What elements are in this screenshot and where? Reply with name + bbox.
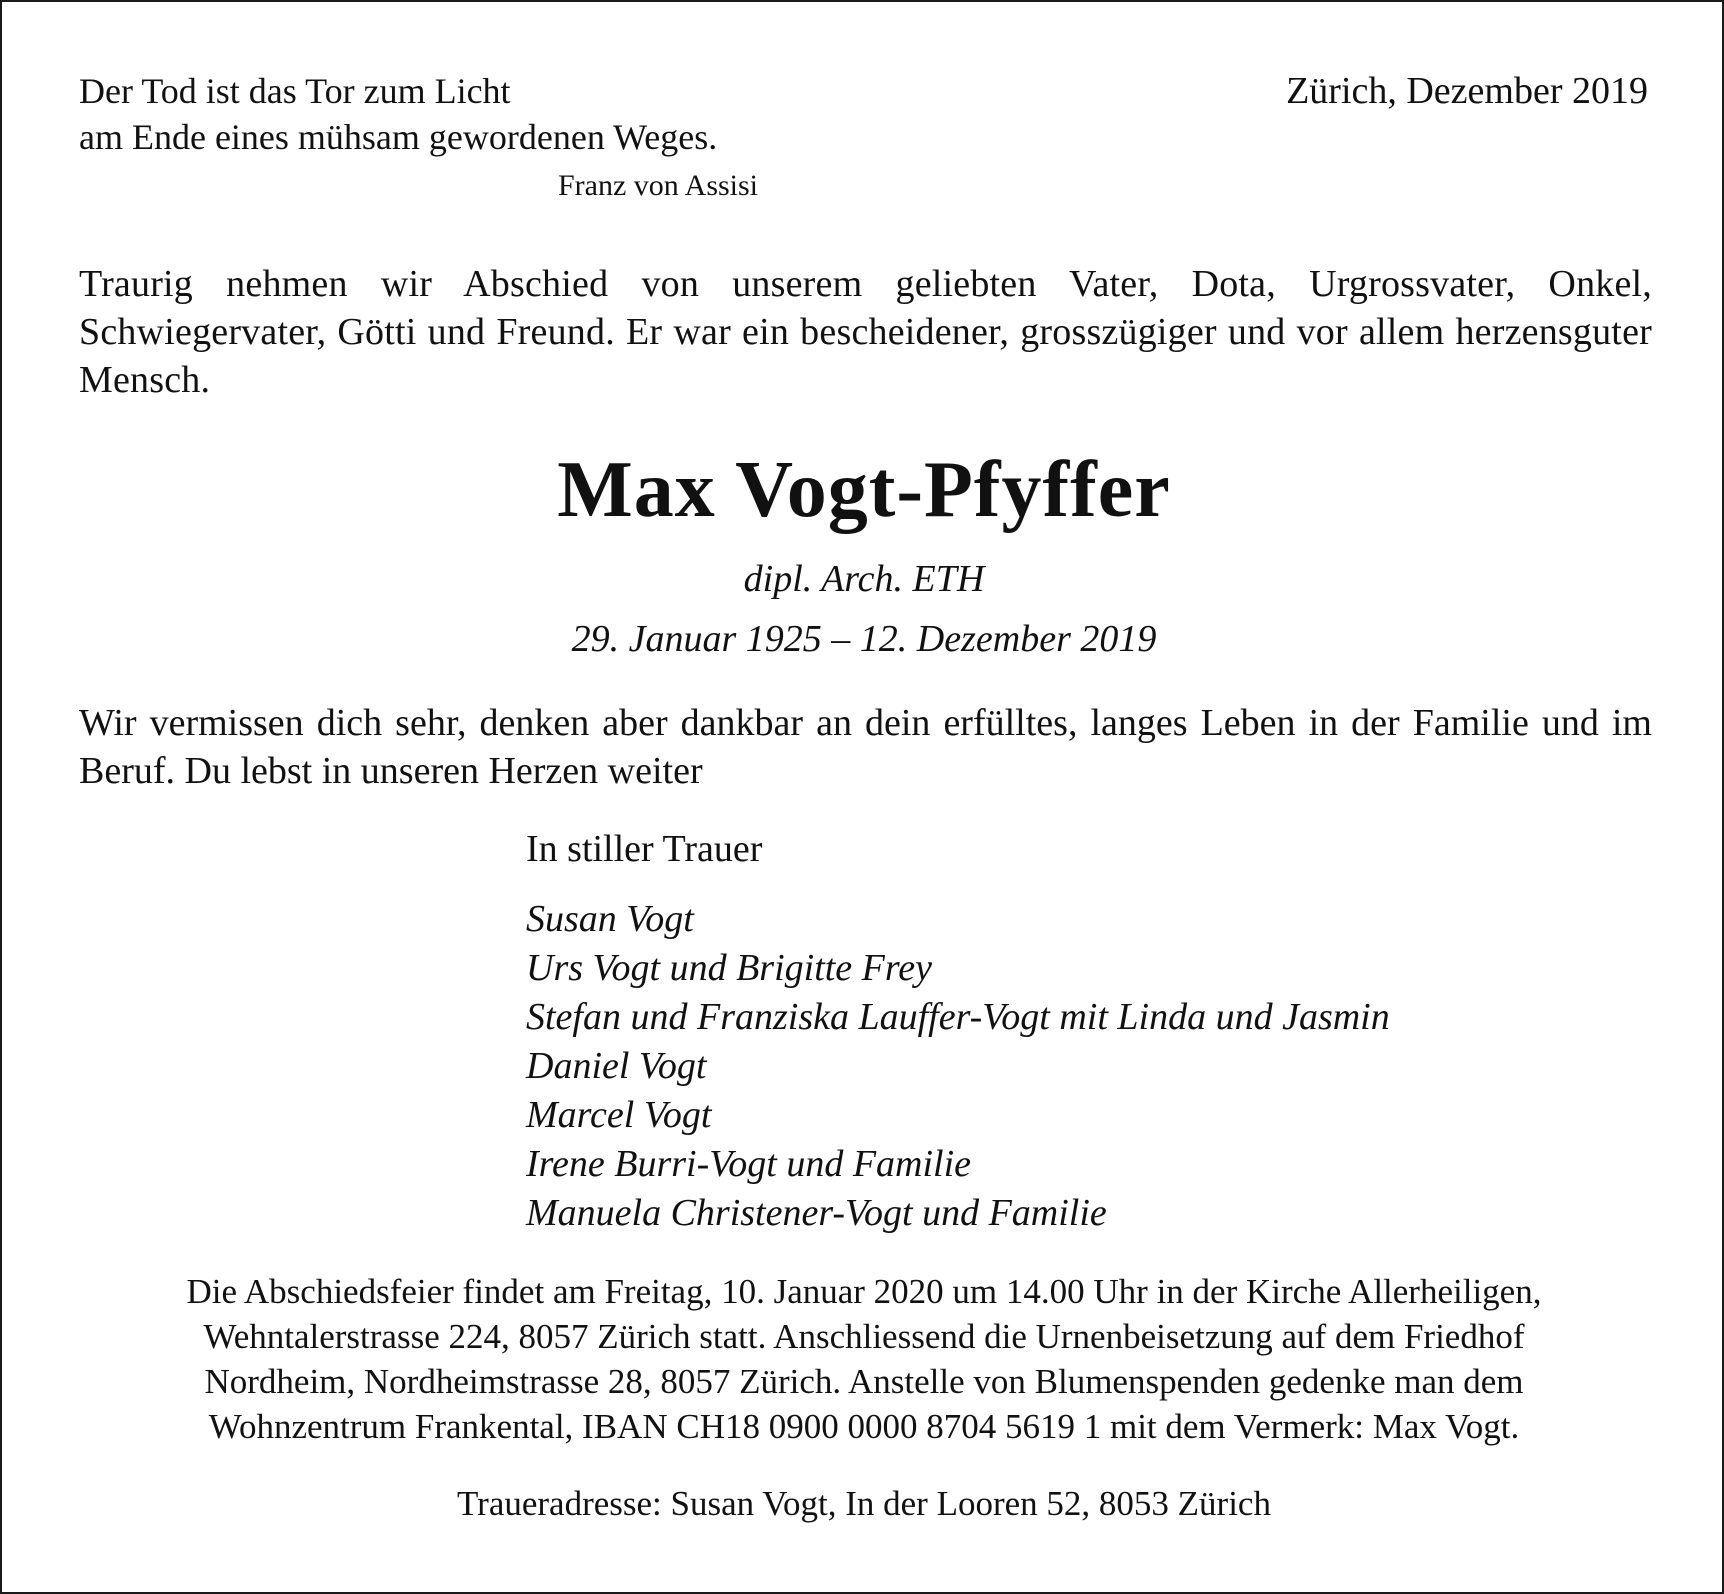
epigraph-quote (79, 68, 717, 160)
mourning-label: In stiller Trauer (526, 828, 763, 870)
mourner-name: Stefan und Franziska Lauffer-Vogt mit Linda und Jasmin (526, 996, 1390, 1038)
service-line: Wehntalerstrasse 224, 8057 Zürich statt. Anschliessend die Urnenbeisetzung auf dem Friedhof (203, 1317, 1525, 1356)
place-date: Zürich, Dezember 2019 (1286, 70, 1648, 112)
deceased-name: Max Vogt-Pfyffer (557, 446, 1171, 534)
quote-line: Der Tod ist das Tor zum Licht (79, 71, 511, 111)
mourner-name: Urs Vogt und Brigitte Frey (526, 947, 932, 989)
mourning-address: Traueradresse: Susan Vogt, In der Looren 52, 8053 Zürich (457, 1484, 1271, 1523)
quote-author: Franz von Assisi (558, 169, 759, 202)
mourners-list (526, 895, 1390, 1238)
service-line: Wohnzentrum Frankental, IBAN CH18 0900 0000 8704 5619 1 mit dem Vermerk: Max Vogt. (208, 1407, 1520, 1446)
quote-line: am Ende eines mühsam gewordenen Weges. (79, 117, 718, 157)
mourner-name: Irene Burri-Vogt und Familie (526, 1143, 972, 1185)
intro-paragraph: Traurig nehmen wir Abschied von unserem geliebten Vater, Dota, Urgrossvater, Onkel, Schwiegervater, Götti und Freund. Er war ein bescheidener, grosszügiger und vor allem herzensguter Mensch. (79, 263, 1652, 401)
mourner-name: Marcel Vogt (526, 1094, 712, 1136)
mourner-name: Manuela Christener-Vogt und Familie (526, 1192, 1107, 1234)
service-information (42, 1269, 1686, 1449)
service-line: Nordheim, Nordheimstrasse 28, 8057 Zürich. Anstelle von Blumenspenden gedenke man dem (204, 1362, 1524, 1401)
deceased-dates: 29. Januar 1925 – 12. Dezember 2019 (571, 618, 1157, 660)
deceased-title: dipl. Arch. ETH (743, 558, 985, 600)
closing-paragraph: Wir vermissen dich sehr, denken aber dankbar an dein erfülltes, langes Leben in der Familie und im Beruf. Du lebst in unseren Herzen weiter (79, 702, 1652, 792)
mourner-name: Susan Vogt (526, 898, 694, 940)
mourner-name: Daniel Vogt (526, 1045, 707, 1087)
service-line: Die Abschiedsfeier findet am Freitag, 10. Januar 2020 um 14.00 Uhr in der Kirche Allerheiligen, (186, 1272, 1542, 1311)
